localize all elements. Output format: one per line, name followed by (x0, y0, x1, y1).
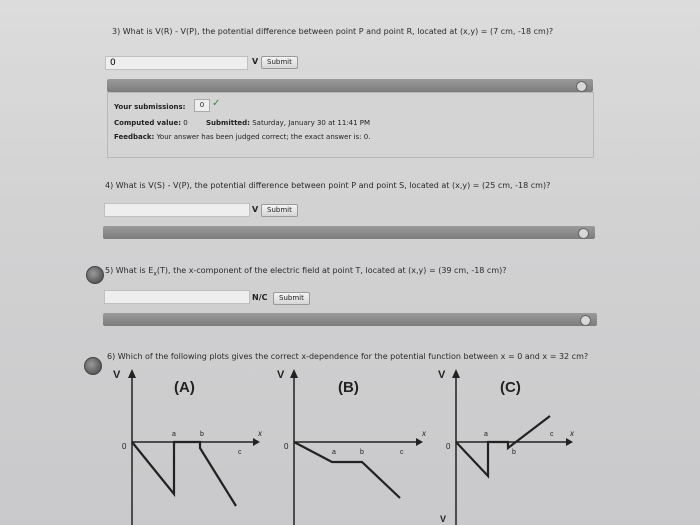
q4-toggle-icon[interactable] (578, 228, 589, 239)
plot-c-point-a: a (484, 431, 488, 438)
question-6-text: 6) Which of the following plots gives the correct x-dependence for the potential function between x = 0 and x = 32 cm? (107, 352, 589, 361)
plot-b-point-c: c (400, 449, 404, 456)
question-5-text: 5) What is $E_x(T)$, the x-component of the electric field at point T, located at (x,y) = (39 cm, -18 cm)? (105, 266, 507, 278)
q3-feedback-panel (107, 92, 594, 158)
plot-b-zero-label: 0 (284, 442, 289, 451)
plot-b-x-label: x (422, 429, 426, 438)
plot-c-label: (C) (500, 379, 521, 396)
submitted-value: Saturday, January 30 at 11:41 PM (252, 119, 371, 127)
plot-c-x-label: x (570, 429, 574, 438)
plot-a-x-label: x (258, 429, 262, 438)
plot-a-label: (A) (174, 379, 195, 396)
q4-submit-button[interactable]: Submit (261, 204, 298, 217)
q6-plots-figure (110, 366, 590, 525)
question-3-text: 3) What is V(R) - V(P), the potential difference between point P and point R, located at (x,y) = (7 cm, -18 cm)? (112, 27, 554, 36)
q5-collapse-bar[interactable] (103, 313, 597, 326)
plot-c[interactable] (438, 369, 575, 525)
submission-value-box: 0 (194, 99, 210, 112)
feedback-text: Your answer has been judged correct; the exact answer is: 0. (156, 133, 371, 141)
plot-a-point-a: a (172, 431, 176, 438)
q4-unit-label: V (252, 205, 259, 214)
your-submissions-label: Your submissions: (114, 103, 186, 111)
feedback-label: Feedback: (114, 133, 155, 141)
plot-b[interactable] (277, 369, 427, 525)
plot-c-zero-label: 0 (446, 442, 451, 451)
correct-check-icon: ✓ (212, 98, 221, 109)
q3-submit-button[interactable]: Submit (261, 56, 298, 69)
q4-answer-input[interactable] (104, 203, 250, 217)
plot-c-point-c: c (550, 431, 554, 438)
plot-c-point-b: b (512, 449, 516, 456)
computed-value: 0 (183, 119, 188, 127)
q4-collapse-bar[interactable] (103, 226, 595, 239)
plot-b-point-a: a (332, 449, 336, 456)
plot-a-point-c: c (238, 449, 242, 456)
question-4-text: 4) What is V(S) - V(P), the potential difference between point P and point S, located at (x,y) = (25 cm, -18 cm)? (105, 181, 551, 190)
plot-c-v-label: V (438, 369, 446, 381)
q5-unit-label: N/C (252, 293, 268, 302)
q3-unit-label: V (252, 57, 259, 66)
plot-a-point-b: b (200, 431, 204, 438)
plot-a-v-label: V (113, 369, 121, 381)
plot-a-zero-label: 0 (122, 442, 127, 451)
q5-submit-button[interactable]: Submit (273, 292, 310, 305)
plot-a[interactable] (113, 369, 263, 525)
plot-b-point-b: b (360, 449, 364, 456)
q6-bullet-icon (84, 357, 102, 375)
q5-toggle-icon[interactable] (580, 315, 591, 326)
q5-answer-input[interactable] (104, 290, 250, 304)
q5-bullet-icon (86, 266, 104, 284)
plot-b-label: (B) (338, 379, 359, 396)
q3-toggle-icon[interactable] (576, 81, 587, 92)
computed-value-label: Computed value: (114, 119, 181, 127)
q3-collapse-bar[interactable] (107, 79, 593, 92)
plot-c-bottom-v-label: V (440, 514, 447, 524)
plot-b-v-label: V (277, 369, 285, 381)
submitted-label: Submitted: (206, 119, 250, 127)
q3-answer-input[interactable]: 0 (105, 56, 248, 70)
